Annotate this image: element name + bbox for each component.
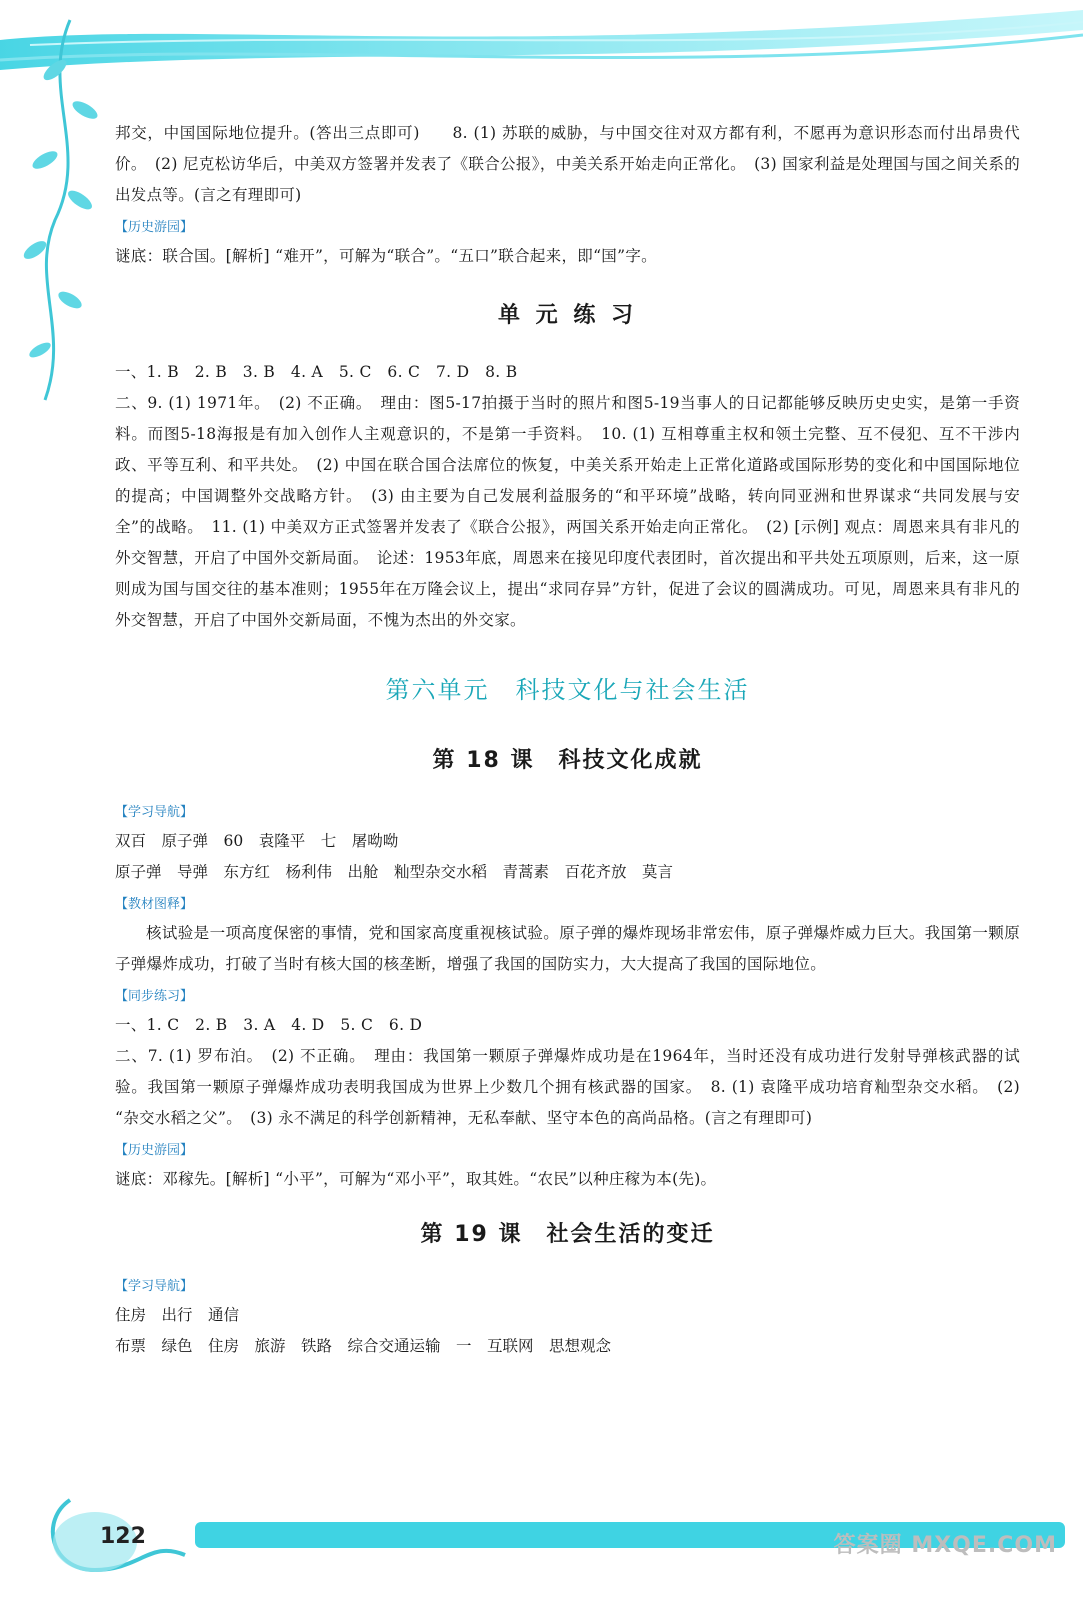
unit-six-title: 第六单元 科技文化与社会生活: [385, 676, 750, 704]
page-number: 122: [100, 1524, 146, 1549]
watermark: 答案圈 MXQE.COM: [833, 1533, 1057, 1558]
riddle-answer: 谜底：联合国。[解析] “难开”，可解为“联合”。“五口”联合起来，即“国”字。: [115, 247, 657, 265]
section-tag-guide: 【学习导航】: [115, 1279, 194, 1294]
vine-decoration: [0, 0, 120, 420]
guide-terms-1: 住房 出行 通信: [115, 1306, 240, 1324]
unit-practice-choice: 一、1. B 2. B 3. B 4. A 5. C 6. C 7. D 8. B: [115, 363, 518, 381]
sync-essay: 二、7. (1) 罗布泊。 (2) 不正确。 理由：我国第一颗原子弹爆炸成功是在1964年，当时还没有成功进行发射导弹核武器的试验。我国第一颗原子弹爆炸成功表明我国成为世界上少数几个拥有核武器的国家。 8. (1) 袁隆平成功培育籼型杂交水稻。 (2) “杂交水稻之父”。 (3) 永不满足的科学创新精神，无私奉献、坚守本色的高尚品格。(言之有理即可): [115, 1047, 1020, 1127]
unit-practice-essay: 二、9. (1) 1971年。 (2) 不正确。 理由：图5-17拍摄于当时的照片和图5-19当事人的日记都能够反映历史史实，是第一手资料。而图5-18海报是有加入创作人主观意识的，不是第一手资料。 10. (1) 互相尊重主权和领土完整、互不侵犯、互不干涉内政、平等互利、和平共处。 (2) 中国在联合国合法席位的恢复，中美关系开始走上正常化道路或国际形势的变化和中国国际地位的提高；中国调整外交战略方针。 (3) 由主要为自己发展利益服务的“和平环境”战略，转向同亚洲和世界谋求“共同发展与安全”的战略。 11. (1) 中美双方正式签署并发表了《联合公报》，两国关系开始走向正常化。 (2) [示例] 观点：周恩来具有非凡的外交智慧，开启了中国外交新局面。 论述：1953年底，周恩来在接见印度代表团时，首次提出和平共处五项原则，后来，这一原则成为国与国交往的基本准则；1955年在万隆会议上，提出“求同存异”方针，促进了会议的圆满成功。可见，周恩来具有非凡的外交智慧，开启了中国外交新局面，不愧为杰出的外交家。: [115, 394, 1020, 629]
sync-choice: 一、1. C 2. B 3. A 4. D 5. C 6. D: [115, 1016, 423, 1034]
section-tag-guide: 【学习导航】: [115, 805, 194, 820]
guide-terms-2: 布票 绿色 住房 旅游 铁路 综合交通运输 一 互联网 思想观念: [115, 1337, 612, 1355]
page-content: [115, 118, 1020, 1362]
textbook-explanation: 核试验是一项高度保密的事情，党和国家高度重视核试验。原子弹的爆炸现场非常宏伟，原子弹爆炸威力巨大。我国第一颗原子弹爆炸成功，打破了当时有核大国的核垄断，增强了我国的国防实力，大大提高了我国的国际地位。: [115, 924, 1020, 973]
lesson-19-title: 第 19 课 社会生活的变迁: [420, 1222, 715, 1247]
section-tag-textbook: 【教材图释】: [115, 897, 194, 912]
answer-paragraph: 邦交，中国国际地位提升。(答出三点即可) 8. (1) 苏联的威胁，与中国交往对双方都有利，不愿再为意识形态而付出昂贵代价。 (2) 尼克松访华后，中美双方签署并发表了《联合公报》，中美关系开始走向正常化。 (3) 国家利益是处理国与国之间关系的出发点等。(言之有理即可): [115, 124, 1020, 204]
lesson-18-title: 第 18 课 科技文化成就: [432, 748, 703, 773]
top-ribbon-decoration: [0, 0, 1083, 110]
guide-terms-1: 双百 原子弹 60 袁隆平 七 屠呦呦: [115, 832, 399, 850]
guide-terms-2: 原子弹 导弹 东方红 杨利伟 出舱 籼型杂交水稻 青蒿素 百花齐放 莫言: [115, 863, 674, 881]
section-tag-sync: 【同步练习】: [115, 989, 194, 1004]
riddle-answer: 谜底：邓稼先。[解析] “小平”，可解为“邓小平”，取其姓。“农民”以种庄稼为本(先)。: [115, 1170, 717, 1188]
unit-practice-title: 单 元 练 习: [498, 303, 637, 328]
section-tag-history: 【历史游园】: [115, 220, 194, 235]
section-tag-history: 【历史游园】: [115, 1143, 194, 1158]
